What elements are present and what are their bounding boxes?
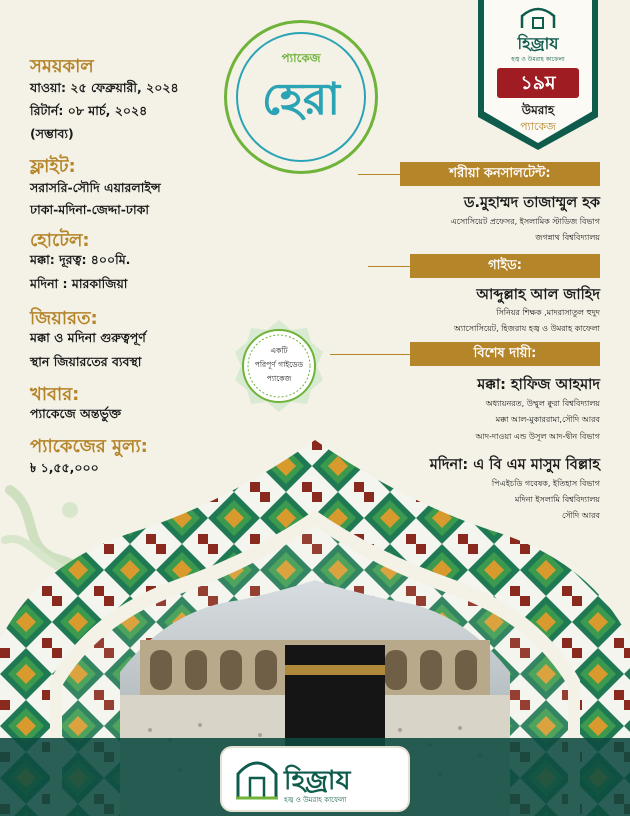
tentative-note: (সম্ভাব্য) — [30, 126, 74, 141]
seal-line1: একটি — [270, 346, 288, 355]
consultant-university: জগন্নাথ বিশ্ববিদ্যালয় — [535, 233, 600, 242]
guide-title: সিনিয়র শিক্ষক ,মাদরাসাতুল হুদুদ — [496, 308, 600, 317]
seal-line3: প্যাকেজ — [266, 374, 292, 383]
package-price: ৳ ১,৫৫,০০০ — [30, 460, 99, 475]
ziyarat-line1: মক্কা ও মদিনা গুরুত্বপূর্ণ — [30, 330, 146, 345]
ziyarat-label: জিয়ারত: — [30, 308, 98, 329]
hotel-label: হোটেল: — [30, 230, 90, 251]
hotel-madina: মদিনা : মারকাজিয়া — [30, 276, 128, 291]
badge-number: ১৯ম — [497, 68, 579, 98]
flight-route: ঢাকা-মদিনা-জেদ্দা-ঢাকা — [30, 202, 149, 217]
madina-dai-sub1: পিএইচডি গবেষক, ইতিহাস বিভাগ — [491, 479, 600, 488]
footer-mosque-icon — [234, 756, 280, 800]
consultant-divider — [358, 174, 402, 175]
flight-label: ফ্লাইট: — [30, 156, 76, 177]
flight-airline: সরাসরি-সৌদি এয়ারলাইন্স — [30, 180, 161, 195]
badge-tagline: হজ্ব ও উমরাহ কাফেলা — [511, 56, 565, 63]
consultant-title: এসোসিয়েট প্রফেসর, ইসলামিক স্টাডিজ বিভাগ — [450, 217, 600, 226]
special-ribbon: বিশেষ দায়ী: — [410, 342, 600, 366]
consultant-name: ড.মুহাম্মদ তাজাম্মুল হক — [463, 195, 600, 211]
seal-line2: পরিপূর্ণ গাইডেড — [254, 360, 304, 369]
guide-associate: অ্যাসোসিয়েট, হিজরায হজ্ব ও উমরাহ কাফেলা — [453, 324, 600, 333]
mosque-logo-icon — [518, 6, 558, 30]
guide-name: আব্দুল্লাহ আল জাহিদ — [476, 287, 600, 303]
badge-umrah: উমরাহ — [521, 103, 555, 117]
madina-dai-sub2: মদিনা ইসলামি বিশ্ববিদ্যালয় — [514, 495, 600, 504]
food-label: খাবার: — [30, 384, 80, 405]
makkah-dai-sub3: আদ-দাওয়া এন্ড উসূল আদ-দ্বীন বিভাগ — [475, 432, 600, 441]
makkah-dai-sub2: মক্কা আল-মুকাররামা,সৌদি আরব — [495, 415, 600, 424]
return-date: রিটার্ন: ০৮ মার্চ, ২০২৪ — [30, 103, 148, 118]
hotel-makkah: মক্কা: দূরত্ব: ৪০০মি. — [30, 252, 131, 267]
makkah-dai-name: মক্কা: হাফিজ আহমাদ — [477, 377, 600, 393]
departure-date: যাওয়া: ২৫ ফেব্রুয়ারী, ২০২৪ — [30, 80, 179, 95]
ziyarat-line2: স্থান জিয়ারতের ব্যবস্থা — [30, 354, 142, 369]
guide-ribbon: গাইড: — [410, 254, 600, 278]
hera-logo-package: প্যাকেজ — [281, 51, 321, 65]
footer-tagline: হজ্ব ও উমরাহ কাফেলা — [284, 796, 347, 804]
badge-package: প্যাকেজ — [520, 120, 556, 133]
schedule-label: সময়কাল — [30, 56, 94, 77]
madina-dai-name: মদিনা: এ বি এম মাসুম বিল্লাহ — [429, 457, 600, 473]
hera-logo-title: হেরা — [262, 74, 340, 125]
makkah-dai-sub1: অধ্যায়নরত, উম্মুল ক্বুরা বিশ্ববিদ্যালয় — [485, 399, 600, 408]
food-included: প্যাকেজে অন্তর্ভুক্ত — [30, 406, 121, 421]
footer-brand: হিজ্রায — [284, 766, 351, 796]
madina-dai-sub3: সৌদি আরব — [561, 511, 600, 520]
price-label: প্যাকেজের মুল্য: — [30, 436, 148, 457]
consultant-ribbon: শরীয়া কনসালটেন্ট: — [400, 162, 600, 186]
badge-brand: হিজ্রায — [517, 34, 559, 53]
